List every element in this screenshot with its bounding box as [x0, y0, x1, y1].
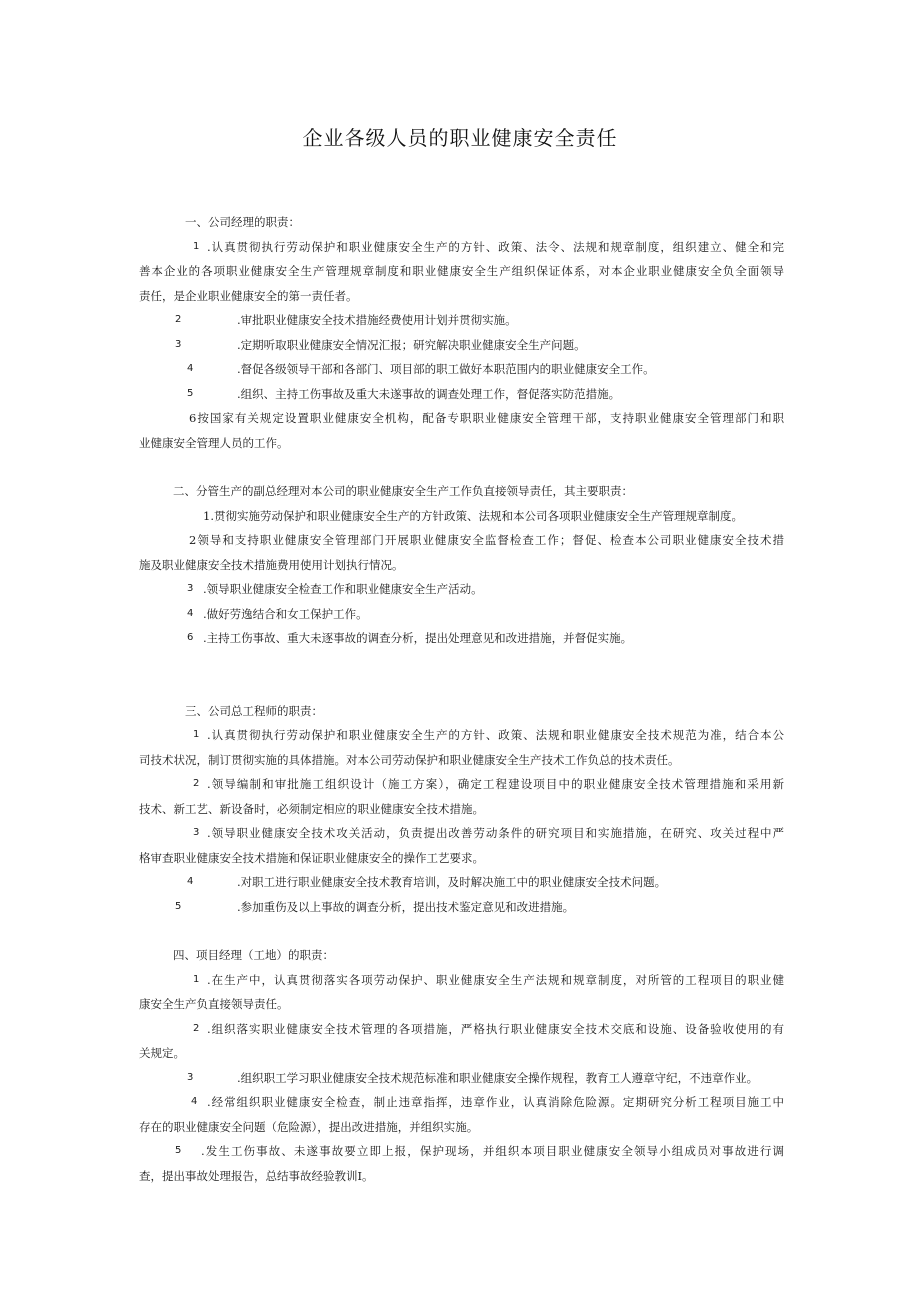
section-1-heading: 一、公司经理的职责：	[185, 215, 300, 229]
s4-item-2-line-2: 关规定。	[139, 1046, 185, 1060]
s4-item-1-line-2: 康安全生产负直接领导责任。	[139, 997, 289, 1011]
document-title: 企业各级人员的职业健康安全责任	[302, 126, 618, 150]
item-number: 1	[193, 729, 200, 740]
s2-item-4: 4 .做好劳逸结合和女工保护工作。	[139, 602, 784, 627]
s2-item-1: 1.贯彻实施劳动保护和职业健康安全生产的方针政策、法规和本公司各项职业健康安全生产管理规章制度。	[203, 508, 743, 523]
item-number: 2	[175, 314, 182, 325]
section-4-heading: 四、项目经理（工地）的职责：	[173, 948, 334, 962]
item-number: 4	[187, 607, 194, 619]
s1-item-2: 2 .审批职业健康安全技术措施经费使用计划并贯彻实施。	[139, 308, 784, 333]
s3-item-1-line-2: 司技术状况，制订贯彻实施的具体措施。对本公司劳动保护和职业健康安全生产技术工作负总的技术责任。	[139, 752, 680, 767]
s1-item-6-line-2: 业健康安全管理人员的工作。	[139, 435, 289, 450]
s1-item-1-line-3: 责任，是企业职业健康安全的第一责任者。	[139, 288, 358, 303]
s4-item-4-line-2: 存在的职业健康安全问题（危险源），提出改进措施，并组织实施。	[139, 1119, 479, 1134]
section-2-heading: 二、分管生产的副总经理对本公司的职业健康安全生产工作负直接领导责任，其主要职责：	[173, 484, 633, 498]
item-number: 6	[187, 632, 194, 643]
item-number: 4	[187, 876, 194, 887]
s4-item-5-line-1: 5 .发生工伤事故、未遂事故要立即上报，保护现场，并组织本项目职业健康安全领导小组成员对事故进行调	[139, 1139, 784, 1164]
section-3-heading: 三、公司总工程师的职责：	[185, 703, 323, 718]
item-number: 3	[187, 583, 194, 594]
s2-item-2-line-2: 施及职业健康安全技术措施费用使用计划执行情况。	[139, 557, 404, 572]
s3-item-1-line-1: 1 .认真贯彻执行劳动保护和职业健康安全生产的方针、政策、法规和职业健康安全技术规范为准，结合本公	[139, 723, 784, 748]
s1-item-1-line-1: 1 .认真贯彻执行劳动保护和职业健康安全生产的方针、政策、法令、法规和规章制度，组织建立、健全和完	[139, 235, 784, 260]
s1-item-6-line-1: 6按国家有关规定设置职业健康安全机构，配备专职职业健康安全管理干部，支持职业健康安全管理部门和职	[189, 411, 784, 425]
s1-item-4: 4 .督促各级领导干部和各部门、项目部的职工做好本职范围内的职业健康安全工作。	[139, 357, 784, 382]
s1-item-5: 5 .组织、主持工伤事故及重大未遂事故的调查处理工作，督促落实防范措施。	[139, 382, 784, 407]
s4-item-5-line-2: 查，提出事故处理报告，总结事故经验教训I。	[139, 1168, 374, 1183]
s3-item-2-line-1: 2 .领导编制和审批施工组织设计（施工方案），确定工程建设项目中的职业健康安全技术管理措施和采用新	[139, 772, 784, 797]
s1-item-1-line-2: 善本企业的各项职业健康安全生产管理规章制度和职业健康安全生产组织保证体系，对本企业职业健康安全负全面领导	[139, 264, 784, 278]
s4-item-4-line-1: 4 .经常组织职业健康安全检查，制止违章指挥，违章作业，认真消除危险源。定期研究分析工程项目施工中	[139, 1090, 784, 1115]
s4-item-2-line-1: 2 .组织落实职业健康安全技术管理的各项措施，严格执行职业健康安全技术交底和设施、设备验收使用的有	[139, 1017, 784, 1042]
s1-item-3: 3 .定期听取职业健康安全情况汇报；研究解决职业健康安全生产问题。	[139, 333, 784, 358]
s4-item-3: 3 .组织职工学习职业健康安全技术规范标准和职业健康安全操作规程，教育工人遵章守纪，不违章作业。	[139, 1066, 784, 1091]
item-number: 4	[187, 363, 194, 374]
item-number: 5	[187, 387, 194, 399]
s3-item-5: 5 .参加重伤及以上事故的调查分析，提出技术鉴定意见和改进措施。	[139, 895, 784, 920]
document-body	[139, 210, 784, 1188]
item-number: 4	[191, 1096, 198, 1107]
item-number: 3	[187, 1071, 194, 1083]
s3-item-4: 4 .对职工进行职业健康安全技术教育培训，及时解决施工中的职业健康安全技术问题。	[139, 870, 784, 895]
s3-item-3-line-2: 格审查职业健康安全技术措施和保证职业健康安全的操作工艺要求。	[139, 850, 484, 865]
item-number: 5	[175, 900, 182, 912]
s3-item-3-line-1: 3 .领导职业健康安全技术攻关活动，负责提出改善劳动条件的研究项目和实施措施，在研究、攻关过程中严	[139, 821, 784, 846]
item-number: 2	[193, 778, 200, 789]
s2-item-5: 6 .主持工伤事故、重大未逐事故的调查分析，提出处理意见和改进措施，并督促实施。	[139, 626, 784, 651]
item-number: 2	[193, 1022, 200, 1034]
item-number: 5	[175, 1145, 182, 1156]
s3-item-2-line-2: 技术、新工艺、新设备时，必须制定相应的职业健康安全技术措施。	[139, 801, 484, 816]
item-number: 3	[193, 827, 200, 838]
item-number: 3	[175, 338, 182, 350]
item-number: 1	[193, 240, 200, 252]
s2-item-2-line-1: 2领导和支持职业健康安全管理部门开展职业健康安全监督检查工作；督促、检查本公司职业健康安全技术措	[189, 533, 784, 547]
s4-item-1-line-1: 1 .在生产中，认真贯彻落实各项劳动保护、职业健康安全生产法规和规章制度，对所管的工程项目的职业健	[139, 968, 784, 993]
item-number: 1	[193, 973, 200, 985]
s2-item-3: 3 .领导职业健康安全检查工作和职业健康安全生产活动。	[139, 577, 784, 602]
